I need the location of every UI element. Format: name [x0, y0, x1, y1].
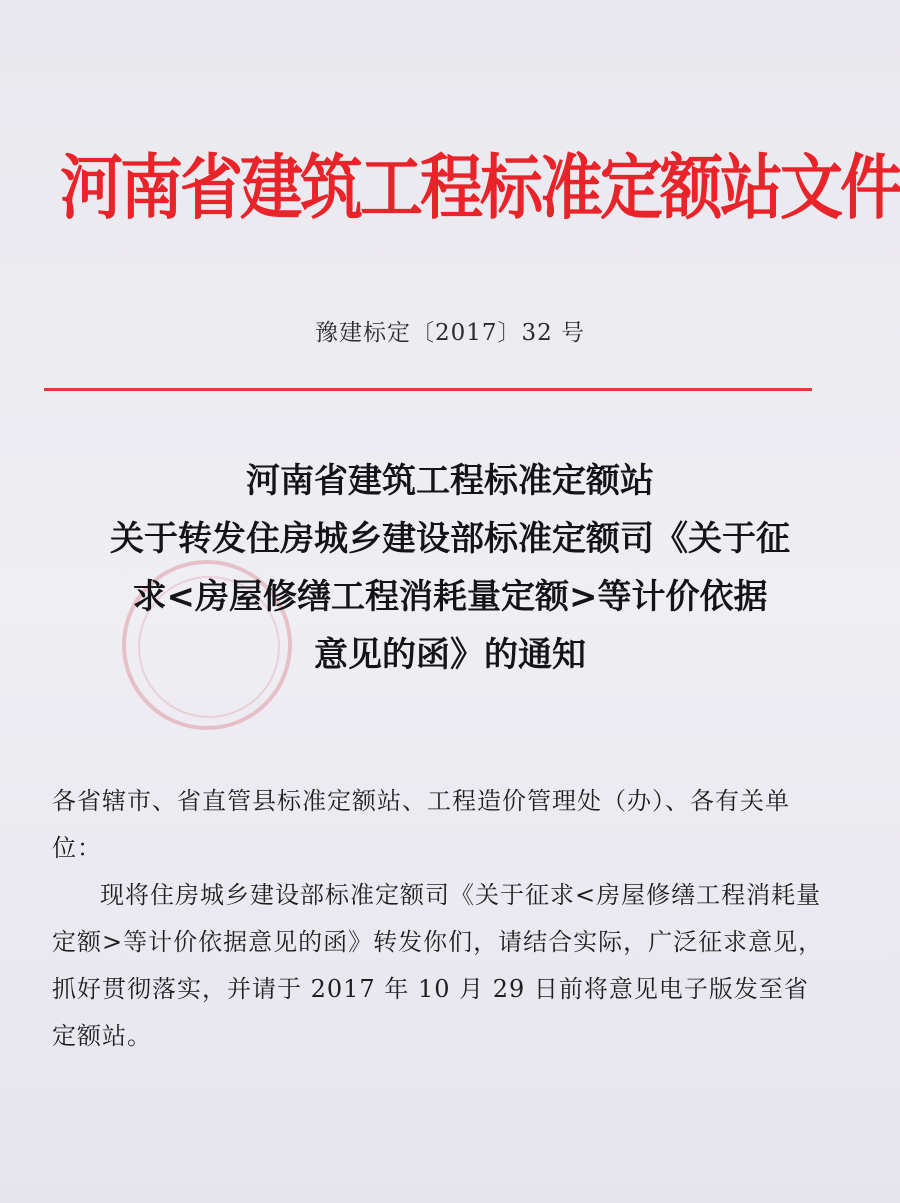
- body-paragraph: 现将住房城乡建设部标准定额司《关于征求<房屋修缮工程消耗量定额>等计价依据意见的函》转发你们，请结合实际，广泛征求意见，抓好贯彻落实，并请于 2017 年 10 月 29 日前将意见电子版发至省定额站。: [52, 881, 824, 1050]
- notice-title-line: 河南省建筑工程标准定额站: [246, 461, 654, 501]
- notice-body: [52, 778, 832, 1060]
- notice-title-line: 关于转发住房城乡建设部标准定额司《关于征: [110, 519, 790, 559]
- notice-title: [30, 452, 870, 684]
- red-divider-line: [44, 388, 812, 391]
- notice-title-line: 求<房屋修缮工程消耗量定额>等计价依据: [132, 577, 768, 617]
- notice-title-line: 意见的函》的通知: [314, 635, 586, 675]
- issuer-header-title: 河南省建筑工程标准定额站文件: [60, 146, 900, 229]
- document-number: 豫建标定〔2017〕32 号: [314, 320, 586, 346]
- salutation-text: 各省辖市、省直管县标准定额站、工程造价管理处（办）、各有关单位：: [52, 787, 790, 862]
